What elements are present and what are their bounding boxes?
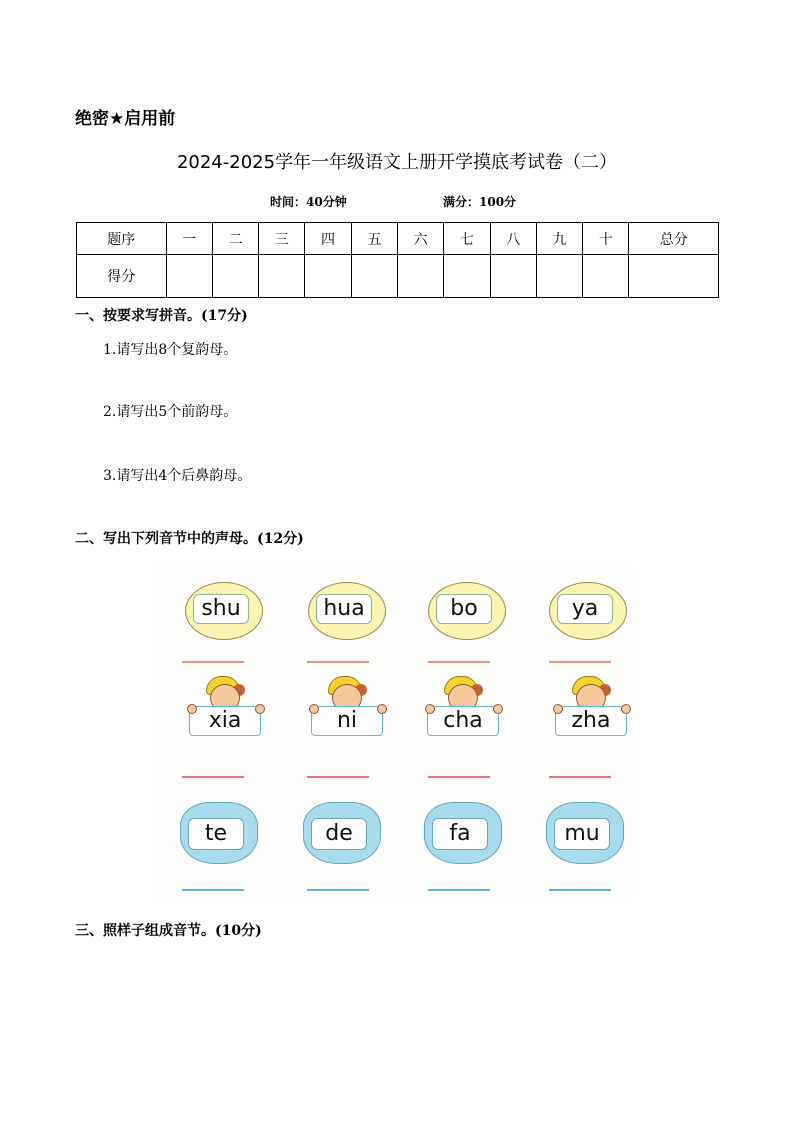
score-input-cell[interactable] [166, 255, 212, 298]
answer-line[interactable] [549, 661, 611, 663]
table-cell: 二 [212, 223, 258, 255]
syllable-label: mu [554, 818, 610, 850]
score-input-cell[interactable] [629, 255, 719, 298]
table-cell: 九 [536, 223, 582, 255]
answer-line[interactable] [549, 776, 611, 778]
score-table-score-row [77, 255, 719, 298]
table-cell: 一 [166, 223, 212, 255]
table-cell: 总分 [629, 223, 719, 255]
answer-line[interactable] [182, 889, 244, 891]
exam-time: 时间：40分钟 [270, 195, 347, 209]
answer-line[interactable] [307, 661, 369, 663]
answer-line[interactable] [307, 776, 369, 778]
section1-question-1: 1.请写出8个复韵母。 [103, 342, 238, 358]
syllable-label: cha [427, 706, 499, 736]
boy-with-sign [427, 674, 527, 774]
section1-question-2: 2.请写出5个前韵母。 [103, 404, 238, 420]
syllable-label: zha [555, 706, 627, 736]
bear-badge [306, 572, 406, 672]
table-cell: 八 [490, 223, 536, 255]
boy-with-sign [555, 674, 655, 774]
score-input-cell[interactable] [444, 255, 490, 298]
syllable-label: te [188, 818, 244, 850]
table-cell: 题序 [77, 223, 167, 255]
boy-with-sign [189, 674, 289, 774]
page-title: 2024-2025学年一年级语文上册开学摸底考试卷（二） [176, 152, 618, 173]
mouse-badge [178, 794, 278, 894]
answer-line[interactable] [182, 776, 244, 778]
answer-line[interactable] [428, 889, 490, 891]
score-input-cell[interactable] [490, 255, 536, 298]
table-cell: 十 [583, 223, 629, 255]
bear-badge [547, 572, 647, 672]
section1-question-3: 3.请写出4个后鼻韵母。 [103, 468, 252, 484]
answer-line[interactable] [182, 661, 244, 663]
score-input-cell[interactable] [536, 255, 582, 298]
syllable-label: hua [316, 594, 372, 624]
syllable-label: ni [311, 706, 383, 736]
score-table [76, 222, 719, 298]
table-cell: 六 [397, 223, 443, 255]
confidential-label: 绝密★启用前 [75, 109, 176, 129]
syllable-label: xia [189, 706, 261, 736]
boy-with-sign [311, 674, 411, 774]
score-input-cell[interactable] [583, 255, 629, 298]
syllable-label: ya [557, 594, 613, 624]
syllable-picture-panel [158, 562, 633, 902]
score-input-cell[interactable] [212, 255, 258, 298]
score-input-cell[interactable] [351, 255, 397, 298]
syllable-label: de [311, 818, 367, 850]
score-table-header-row [77, 223, 719, 255]
table-cell: 得分 [77, 255, 167, 298]
syllable-label: bo [436, 594, 492, 624]
table-cell: 三 [259, 223, 305, 255]
answer-line[interactable] [307, 889, 369, 891]
table-cell: 四 [305, 223, 351, 255]
mouse-badge [422, 794, 522, 894]
answer-line[interactable] [428, 776, 490, 778]
bear-badge [426, 572, 526, 672]
section1-heading: 一、按要求写拼音。(17分) [75, 308, 248, 324]
answer-line[interactable] [428, 661, 490, 663]
score-input-cell[interactable] [305, 255, 351, 298]
mouse-badge [301, 794, 401, 894]
score-input-cell[interactable] [397, 255, 443, 298]
syllable-label: shu [193, 594, 249, 624]
full-score: 满分：100分 [443, 195, 517, 209]
section3-heading: 三、照样子组成音节。(10分) [75, 923, 262, 939]
syllable-label: fa [432, 818, 488, 850]
table-cell: 七 [444, 223, 490, 255]
section2-heading: 二、写出下列音节中的声母。(12分) [75, 531, 304, 547]
mouse-badge [544, 794, 644, 894]
answer-line[interactable] [549, 889, 611, 891]
bear-badge [183, 572, 283, 672]
score-input-cell[interactable] [259, 255, 305, 298]
table-cell: 五 [351, 223, 397, 255]
